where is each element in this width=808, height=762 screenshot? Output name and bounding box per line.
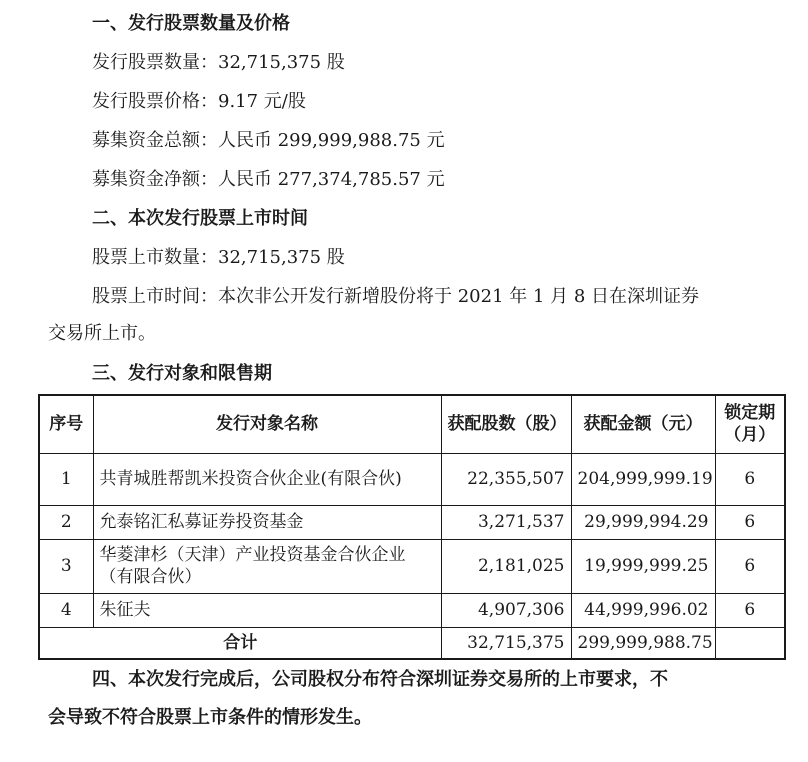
section1-title: 一、发行股票数量及价格 <box>92 13 290 34</box>
header-seq: 序号 <box>39 395 93 453</box>
row-name: 共青城胜帮凯米投资合伙企业(有限合伙) <box>93 453 441 505</box>
row-name: 华菱津杉（天津）产业投资基金合伙企业（有限合伙） <box>93 539 441 593</box>
table-row <box>39 453 785 505</box>
listing-time-line2: 交易所上市。 <box>48 323 156 344</box>
row-seq: 2 <box>39 505 93 539</box>
total-shares: 32,715,375 <box>441 627 571 659</box>
header-lockup: 锁定期（月） <box>715 395 785 453</box>
table-total-row <box>39 627 785 659</box>
allocation-table <box>38 394 786 660</box>
section3-title: 三、发行对象和限售期 <box>92 363 272 384</box>
total-lockup-empty <box>715 627 785 659</box>
row-shares: 22,355,507 <box>441 453 571 505</box>
row-lockup: 6 <box>715 453 785 505</box>
row-amount: 204,999,999.19 <box>571 453 715 505</box>
row-amount: 29,999,994.29 <box>571 505 715 539</box>
issue-quantity: 发行股票数量：32,715,375 股 <box>92 52 345 73</box>
section4-line1: 四、本次发行完成后，公司股权分布符合深圳证券交易所的上市要求，不 <box>92 669 668 690</box>
table-header-row <box>39 395 785 453</box>
row-amount: 19,999,999.25 <box>571 539 715 593</box>
row-shares: 4,907,306 <box>441 593 571 627</box>
row-name: 朱征夫 <box>93 593 441 627</box>
table-row <box>39 593 785 627</box>
total-amount: 299,999,988.75 <box>571 627 715 659</box>
section2-title: 二、本次发行股票上市时间 <box>92 208 308 229</box>
issue-price: 发行股票价格：9.17 元/股 <box>92 91 306 112</box>
listing-time-line1: 股票上市时间：本次非公开发行新增股份将于 2021 年 1 月 8 日在深圳证券 <box>92 286 700 307</box>
total-label: 合计 <box>39 627 441 659</box>
row-seq: 3 <box>39 539 93 593</box>
row-shares: 3,271,537 <box>441 505 571 539</box>
row-seq: 1 <box>39 453 93 505</box>
table-row <box>39 505 785 539</box>
row-shares: 2,181,025 <box>441 539 571 593</box>
row-name: 允泰铭汇私募证券投资基金 <box>93 505 441 539</box>
section4-line2: 会导致不符合股票上市条件的情形发生。 <box>48 707 372 728</box>
header-shares: 获配股数（股） <box>441 395 571 453</box>
net-raised: 募集资金净额：人民币 277,374,785.57 元 <box>92 169 445 190</box>
table-row <box>39 539 785 593</box>
listing-quantity: 股票上市数量：32,715,375 股 <box>92 247 345 268</box>
row-lockup: 6 <box>715 505 785 539</box>
total-raised: 募集资金总额：人民币 299,999,988.75 元 <box>92 130 445 151</box>
header-name: 发行对象名称 <box>93 395 441 453</box>
row-lockup: 6 <box>715 593 785 627</box>
row-seq: 4 <box>39 593 93 627</box>
row-amount: 44,999,996.02 <box>571 593 715 627</box>
header-amount: 获配金额（元） <box>571 395 715 453</box>
row-lockup: 6 <box>715 539 785 593</box>
